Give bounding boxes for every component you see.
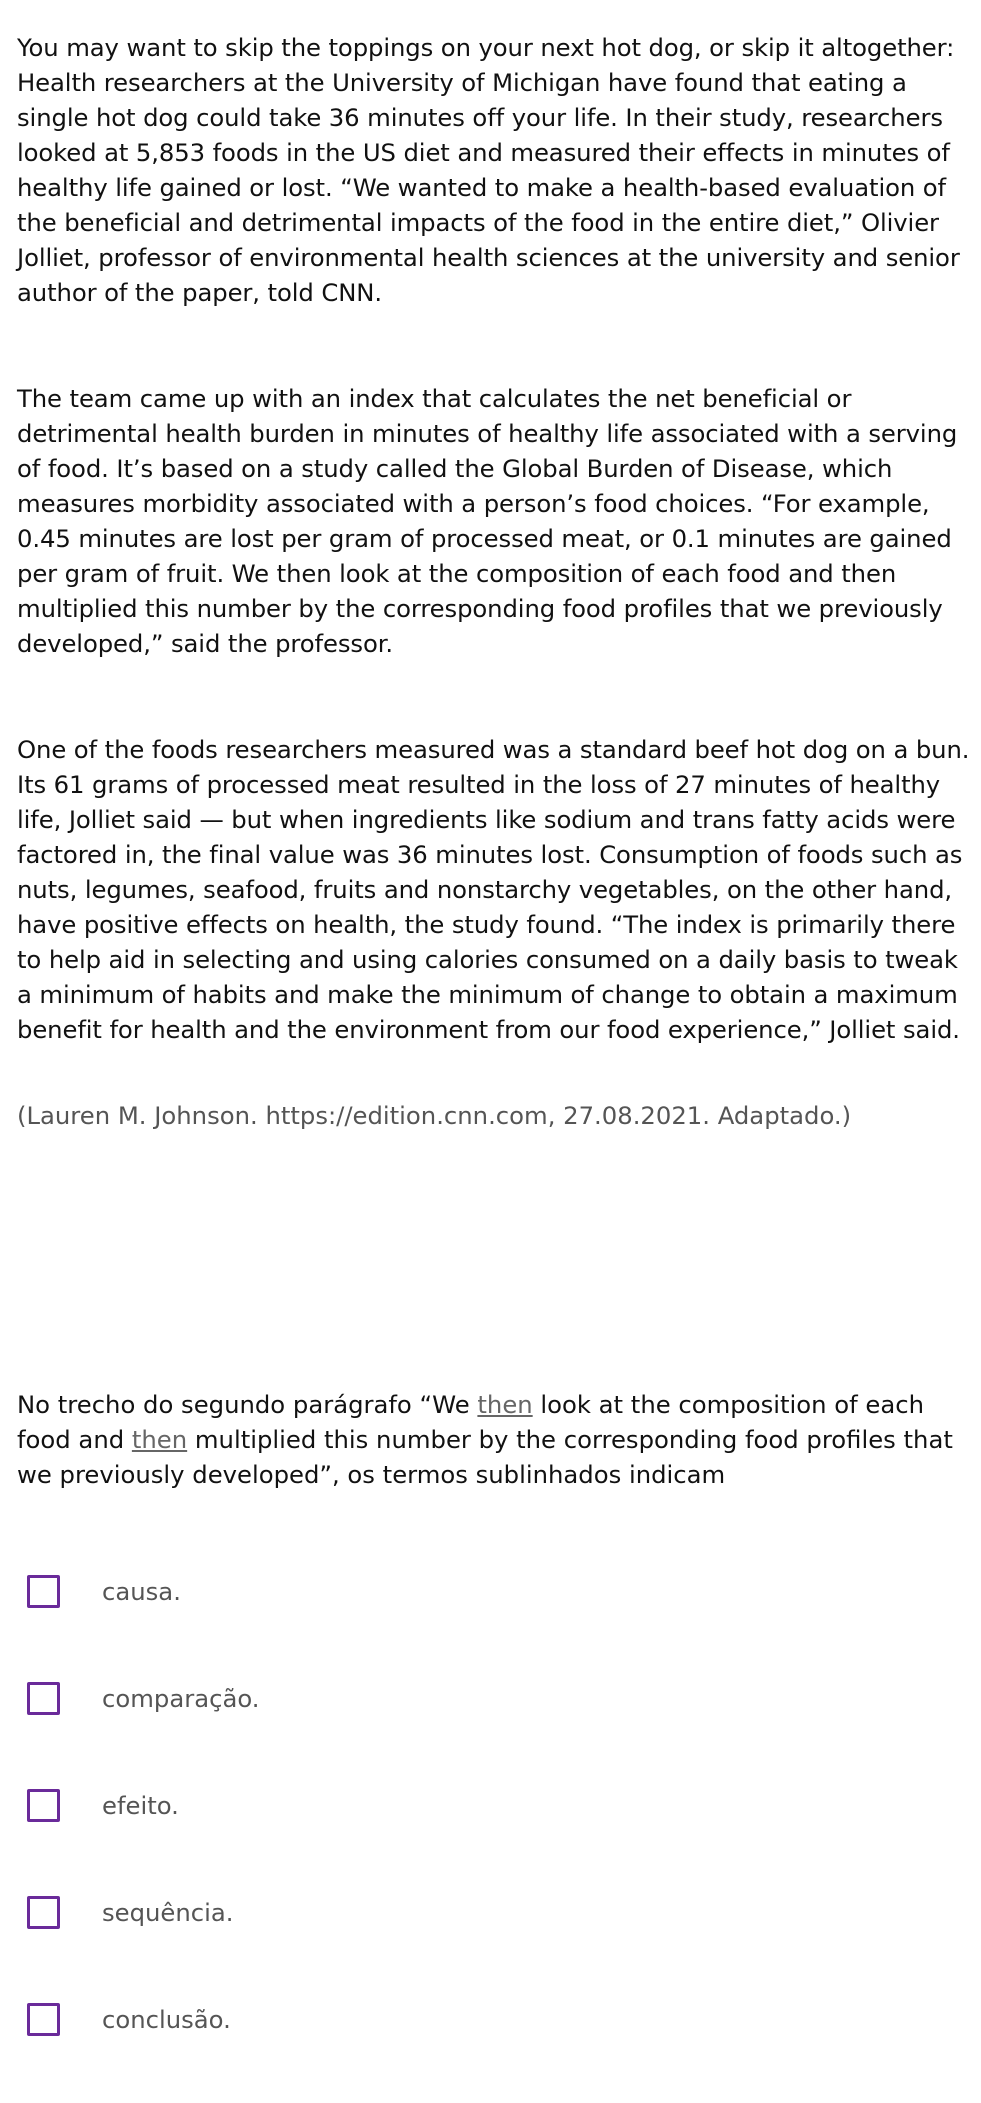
answer-option-label: comparação. [102, 1684, 260, 1713]
checkbox[interactable] [27, 1575, 60, 1608]
answer-option-e[interactable] [27, 1996, 967, 2103]
article-source: (Lauren M. Johnson. https://edition.cnn.com, 27.08.2021. Adaptado.) [17, 1101, 852, 1130]
checkbox[interactable] [27, 1896, 60, 1929]
underlined-term: then [477, 1390, 533, 1419]
question-text-part: look at the composition of each food and [17, 1390, 924, 1454]
article-paragraph-2: The team came up with an index that calculates the net beneficial or detrimental health burden in minutes of healthy life associated with a serving of food. It’s based on a study called the Global Burden of Disease, which measures morbidity associated with a person’s food choices. “For example, 0.45 minutes are lost per gram of processed meat, or 0.1 minutes are gained per gram of fruit. We then look at the composition of each food and then multiplied this number by the corresponding food profiles that we previously developed,” said the professor. [17, 384, 958, 658]
article-paragraph-1: You may want to skip the toppings on your next hot dog, or skip it altogether: Health researchers at the University of Michigan have found that eating a single hot dog could take 36 minutes off your life. In their study, researchers looked at 5,853 foods in the US diet and measured their effects in minutes of healthy life gained or lost. “We wanted to make a health-based evaluation of the beneficial and detrimental impacts of the food in the entire diet,” Olivier Jolliet, professor of environmental health sciences at the university and senior author of the paper, told CNN. [17, 33, 960, 307]
underlined-term: then [131, 1425, 188, 1454]
checkbox[interactable] [27, 1789, 60, 1822]
checkbox[interactable] [27, 2003, 60, 2036]
answer-option-label: efeito. [102, 1791, 179, 1820]
checkbox[interactable] [27, 1682, 60, 1715]
article-paragraph-3: One of the foods researchers measured was a standard beef hot dog on a bun. Its 61 grams of processed meat resulted in the loss of 27 minutes of healthy life, Jolliet said — but when ingredients like sodium and trans fatty acids were factored in, the final value was 36 minutes lost. Consumption of foods such as nuts, legumes, seafood, fruits and nonstarchy vegetables, on the other hand, have positive effects on health, the study found. “The index is primarily there to help aid in selecting and using calories consumed on a daily basis to tweak a minimum of habits and make the minimum of change to obtain a maximum benefit for health and the environment from our food experience,” Jolliet said. [17, 735, 970, 1044]
answer-options [27, 1568, 967, 2103]
answer-option-a[interactable] [27, 1568, 967, 1675]
answer-option-b[interactable] [27, 1675, 967, 1782]
question-text-part: multiplied this number by the corresponding food profiles that we previously developed”, os termos sublinhados indicam [17, 1425, 953, 1489]
question-text-part: No trecho do segundo parágrafo “We [17, 1390, 478, 1419]
answer-option-d[interactable] [27, 1889, 967, 1996]
question-text [17, 1387, 972, 1492]
answer-option-label: causa. [102, 1577, 181, 1606]
answer-option-c[interactable] [27, 1782, 967, 1889]
answer-option-label: sequência. [102, 1898, 234, 1927]
answer-option-label: conclusão. [102, 2005, 231, 2034]
article [17, 30, 972, 1133]
